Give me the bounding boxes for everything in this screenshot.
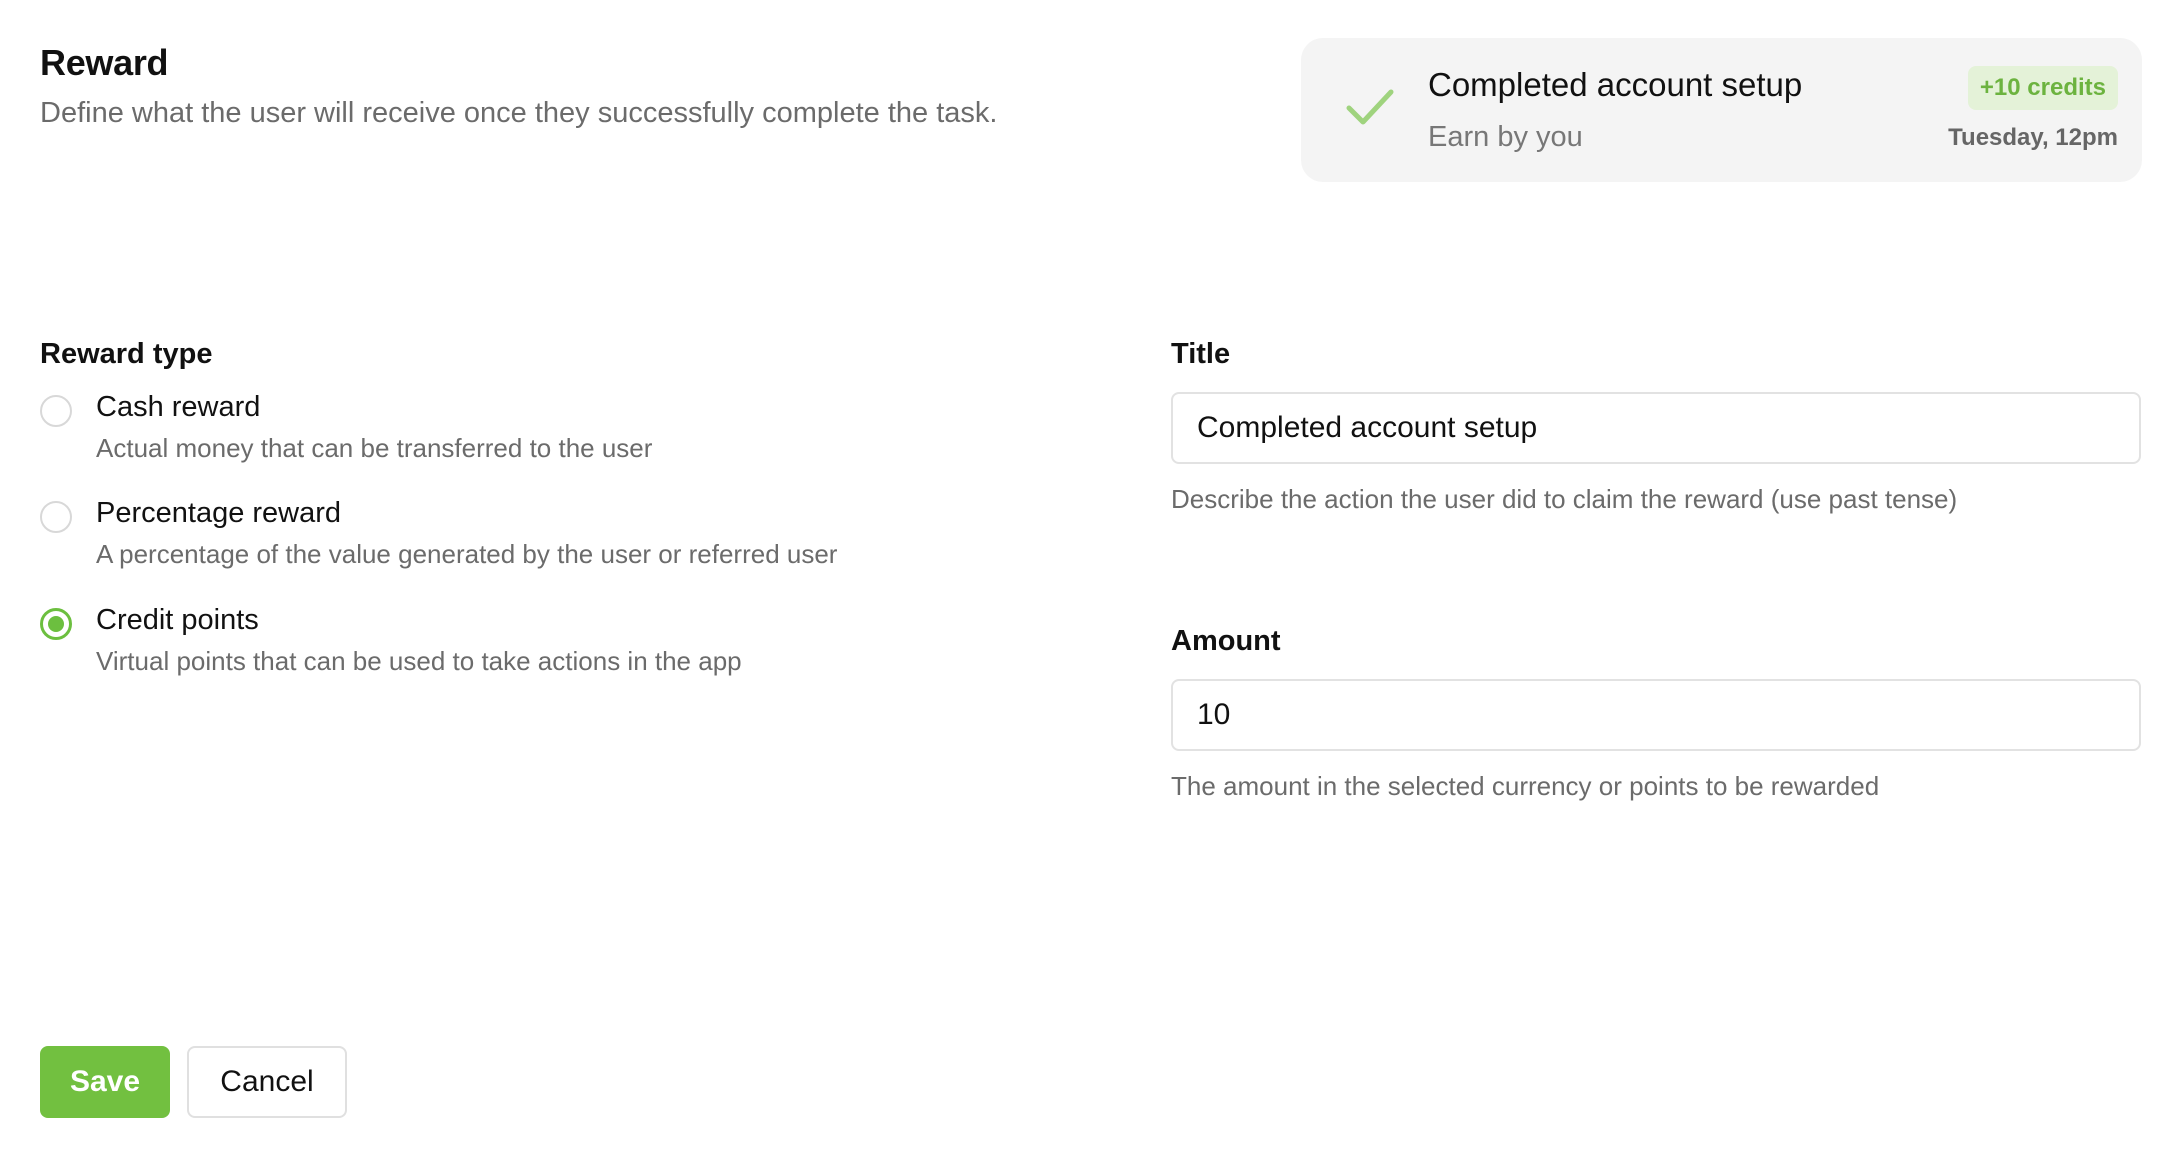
preview-subtitle: Earn by you <box>1428 121 1583 153</box>
reward-type-label: Reward type <box>40 338 213 370</box>
radio-description: A percentage of the value generated by the user or referred user <box>96 539 838 569</box>
radio-percentage-reward[interactable] <box>40 497 940 577</box>
amount-input[interactable] <box>1171 679 2141 751</box>
credits-badge: +10 credits <box>1968 66 2118 110</box>
section-title: Reward <box>40 42 169 83</box>
radio-credit-points[interactable] <box>40 604 940 684</box>
radio-button[interactable] <box>40 501 72 533</box>
radio-label: Credit points <box>96 604 259 636</box>
amount-label: Amount <box>1171 625 1281 657</box>
title-help-text: Describe the action the user did to claim the reward (use past tense) <box>1171 484 1958 514</box>
radio-button-selected[interactable] <box>40 608 72 640</box>
section-description: Define what the user will receive once they successfully complete the task. <box>40 97 998 129</box>
reward-preview-card <box>1301 38 2142 182</box>
radio-button[interactable] <box>40 395 72 427</box>
save-button[interactable]: Save <box>40 1046 170 1118</box>
amount-help-text: The amount in the selected currency or points to be rewarded <box>1171 771 1880 801</box>
radio-label: Cash reward <box>96 391 261 423</box>
title-input[interactable] <box>1171 392 2141 464</box>
radio-label: Percentage reward <box>96 497 342 529</box>
radio-description: Virtual points that can be used to take actions in the app <box>96 646 742 676</box>
radio-cash-reward[interactable] <box>40 391 940 471</box>
radio-description: Actual money that can be transferred to the user <box>96 433 653 463</box>
preview-title: Completed account setup <box>1428 66 1803 103</box>
title-label: Title <box>1171 338 1231 370</box>
cancel-button[interactable]: Cancel <box>187 1046 347 1118</box>
check-icon <box>1345 86 1395 128</box>
preview-date: Tuesday, 12pm <box>1948 124 2118 151</box>
